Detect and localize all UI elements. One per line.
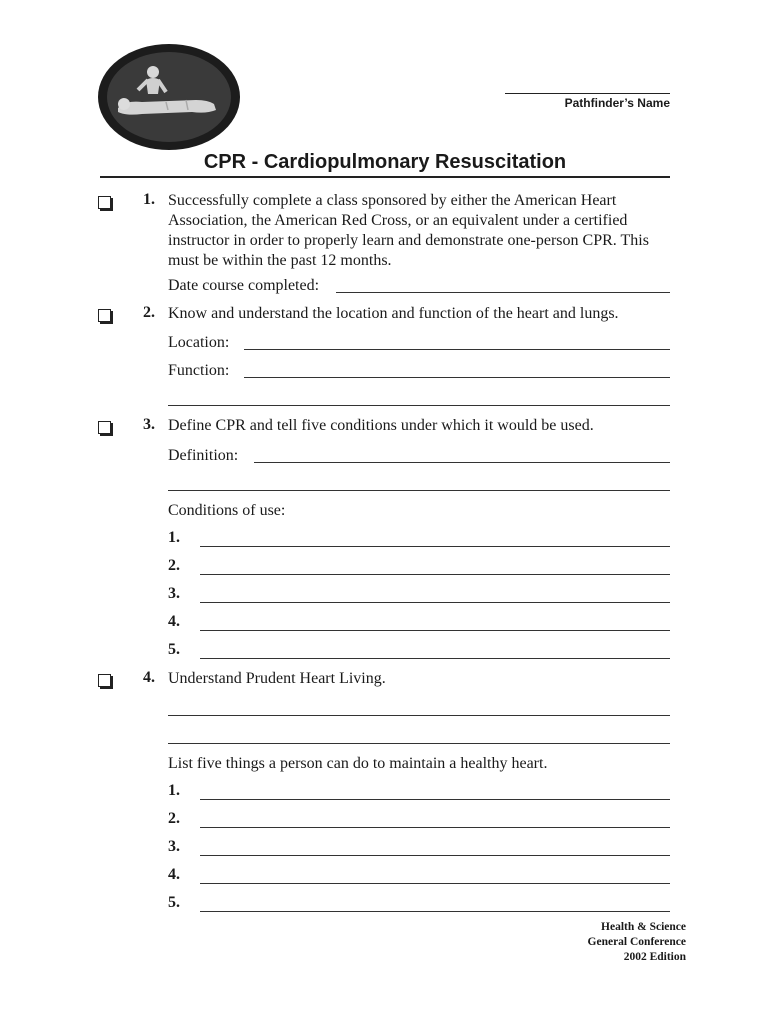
definition-field-continued[interactable] <box>168 489 670 491</box>
heart-living-field-2[interactable] <box>168 742 670 744</box>
footer-line-2: General Conference <box>587 936 686 948</box>
function-field[interactable] <box>244 376 670 378</box>
page-title: CPR - Cardiopulmonary Resuscitation <box>203 151 567 173</box>
condition-2-number: 2. <box>168 557 180 574</box>
req-4-text: Understand Prudent Heart Living. <box>168 670 386 687</box>
req-2-text: Know and understand the location and function of the heart and lungs. <box>168 305 619 322</box>
location-field[interactable] <box>244 348 670 350</box>
req-1-text: Successfully complete a class sponsored by either the American Heart Association, the American Red Cross, or an equivalent under a certified instructor in order to properly learn and demonstrate one-person CPR. This must be within the past 12 months. <box>168 192 649 269</box>
cpr-honor-badge <box>96 42 242 152</box>
condition-5-number: 5. <box>168 641 180 658</box>
healthy-heart-4-number: 4. <box>168 866 180 883</box>
healthy-heart-2-field[interactable] <box>200 826 670 828</box>
location-label: Location: <box>168 334 230 351</box>
req-3-text: Define CPR and tell five conditions under which it would be used. <box>168 417 594 434</box>
condition-1-number: 1. <box>168 529 180 546</box>
healthy-heart-2-number: 2. <box>168 810 180 827</box>
checkbox-req-4[interactable] <box>98 674 111 687</box>
date-completed-label: Date course completed: <box>168 277 320 294</box>
condition-3-field[interactable] <box>200 601 670 603</box>
req-1-number: 1. <box>143 191 155 208</box>
healthy-heart-3-field[interactable] <box>200 854 670 856</box>
footer-line-3: 2002 Edition <box>623 951 686 963</box>
req-2-number: 2. <box>143 304 155 321</box>
definition-field[interactable] <box>254 461 670 463</box>
healthy-heart-1-field[interactable] <box>200 798 670 800</box>
healthy-heart-4-field[interactable] <box>200 882 670 884</box>
pathfinder-name-label: Pathfinder’s Name <box>564 96 670 110</box>
healthy-heart-5-number: 5. <box>168 894 180 911</box>
title-divider <box>100 176 670 178</box>
heart-living-field-1[interactable] <box>168 714 670 716</box>
healthy-heart-3-number: 3. <box>168 838 180 855</box>
condition-5-field[interactable] <box>200 657 670 659</box>
condition-2-field[interactable] <box>200 573 670 575</box>
function-field-continued[interactable] <box>168 404 670 406</box>
condition-4-number: 4. <box>168 613 180 630</box>
req-3-number: 3. <box>143 416 155 433</box>
checkbox-req-3[interactable] <box>98 421 111 434</box>
healthy-heart-list-label: List five things a person can do to maintain a healthy heart. <box>168 755 548 772</box>
healthy-heart-5-field[interactable] <box>200 910 670 912</box>
pathfinder-name-line[interactable] <box>505 93 670 94</box>
checkbox-req-1[interactable] <box>98 196 111 209</box>
condition-1-field[interactable] <box>200 545 670 547</box>
function-label: Function: <box>168 362 230 379</box>
condition-3-number: 3. <box>168 585 180 602</box>
footer-line-1: Health & Science <box>601 921 686 933</box>
req-4-number: 4. <box>143 669 155 686</box>
checkbox-req-2[interactable] <box>98 309 111 322</box>
condition-4-field[interactable] <box>200 629 670 631</box>
definition-label: Definition: <box>168 447 239 464</box>
conditions-label: Conditions of use: <box>168 502 286 519</box>
date-completed-field[interactable] <box>336 291 670 293</box>
healthy-heart-1-number: 1. <box>168 782 180 799</box>
